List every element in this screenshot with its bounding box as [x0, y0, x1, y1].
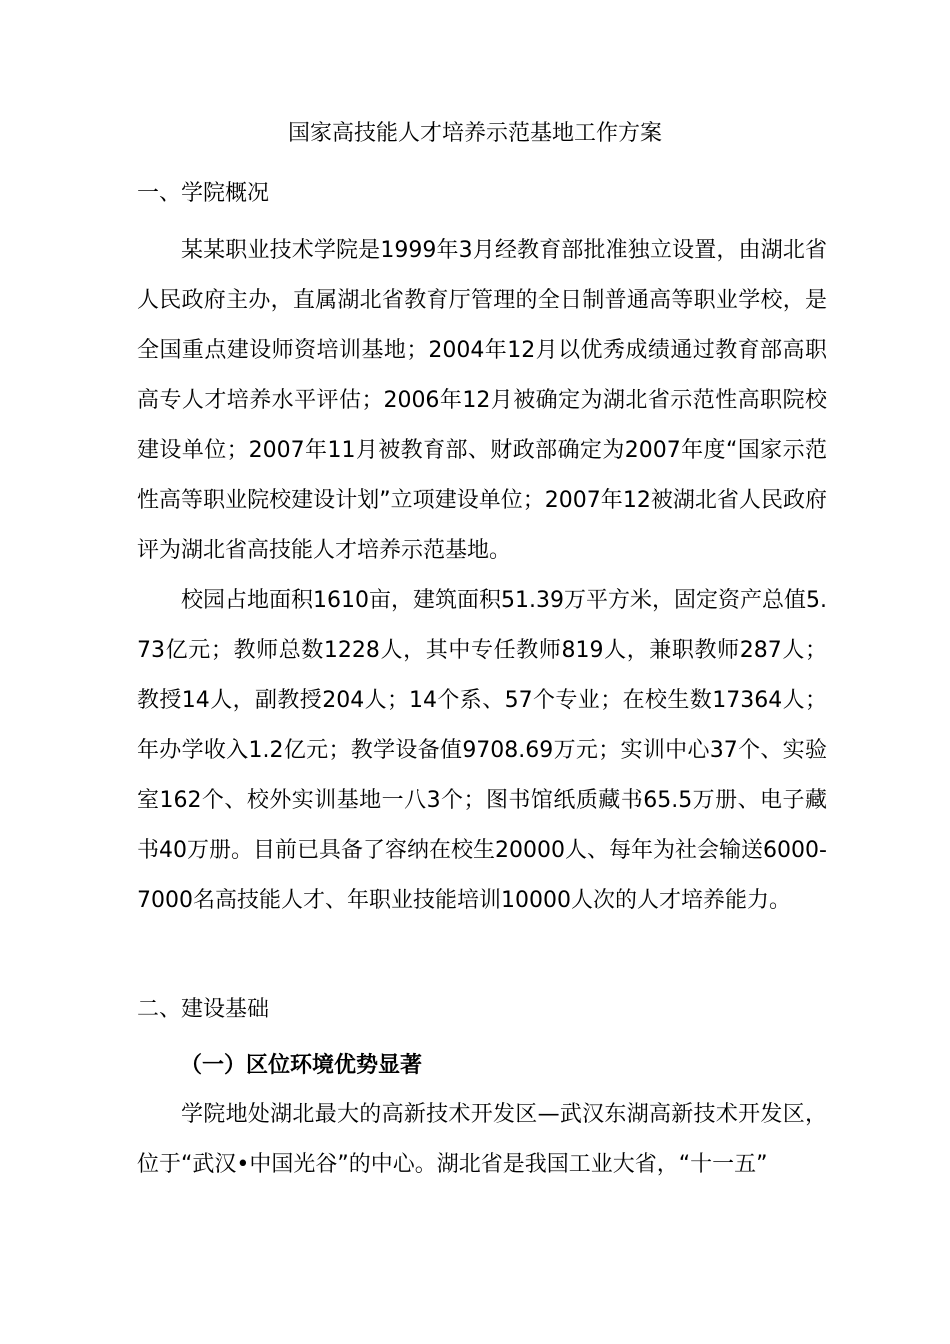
subsection-heading-location: （一）区位环境优势显著: [180, 1053, 423, 1078]
paragraph-location: 学院地处湖北最大的高新技术开发区—武汉东湖高新技术开发区，位于“武汉•中国光谷”的中心。湖北省是我国工业大省，“十一五”: [137, 1102, 827, 1177]
document-title: 国家高技能人才培养示范基地工作方案: [287, 121, 662, 146]
section-heading-overview: 一、学院概况: [137, 181, 270, 206]
paragraph-overview-statistics: 校园占地面积1610亩，建筑面积51.39万平方米，固定资产总值5.73亿元；教师总数1228人，其中专任教师819人，兼职教师287人；教授14人，副教授204人；14个系、57个专业；在校生数17364人；年办学收入1.2亿元；教学设备值9708.69万元；实训中心37个、实验室162个、校外实训基地一八3个；图书馆纸质藏书65.5万册、电子藏书40万册。目前已具备了容纳在校生20000人、每年为社会输送6000-7000名高技能人才、年职业技能培训10000人次的人才培养能力。: [137, 588, 827, 913]
section-heading-foundation: 二、建设基础: [137, 997, 270, 1022]
paragraph-overview-history: 某某职业技术学院是1999年3月经教育部批准独立设置，由湖北省人民政府主办，直属湖北省教育厅管理的全日制普通高等职业学校，是全国重点建设师资培训基地；2004年12月以优秀成绩通过教育部高职高专人才培养水平评估；2006年12月被确定为湖北省示范性高职院校建设单位；2007年11月被教育部、财政部确定为2007年度“国家示范性高等职业院校建设计划”立项建设单位；2007年12被湖北省人民政府评为湖北省高技能人才培养示范基地。: [137, 238, 827, 563]
